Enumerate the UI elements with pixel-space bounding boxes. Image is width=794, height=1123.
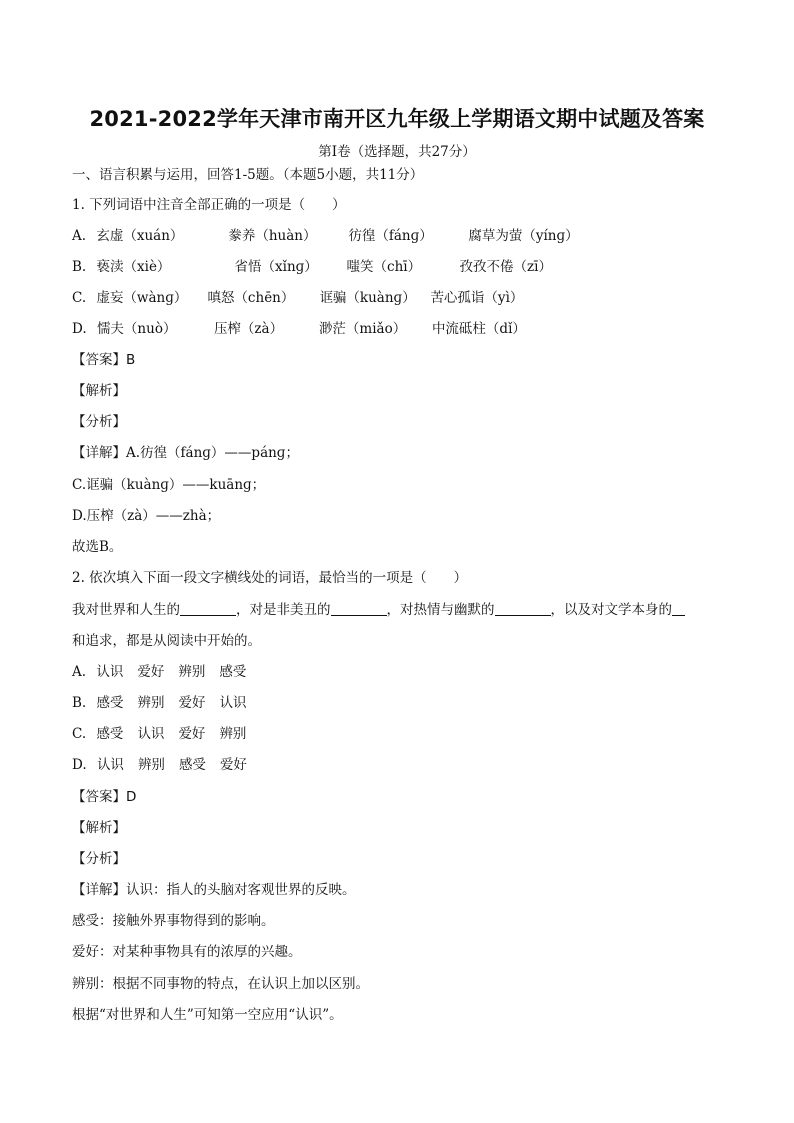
q1-detail-d: D.压榨（zà）——zhà； (72, 508, 221, 524)
q1-fenxi: 【分析】 (72, 414, 126, 430)
q1-conclusion: 故选B。 (72, 539, 123, 555)
option-item: 压榨（zà） (213, 321, 284, 337)
q2-definition-2: 爱好：对某种事物具有的浓厚的兴趣。 (72, 944, 302, 960)
q2-stem: 2. 依次填入下面一段文字横线处的词语，最恰当的一项是（ ） (72, 570, 468, 586)
option-item: 认识 (219, 695, 247, 711)
option-item: 认识 (96, 664, 124, 680)
part1-heading: 一、语言积累与运用，回答1-5题。（本题5小题，共11分） (72, 167, 424, 183)
option-item: 感受 (178, 757, 206, 773)
option-item: 爱好 (178, 695, 206, 711)
option-item: 渺茫（miǎo） (318, 321, 407, 337)
option-label: B. (72, 259, 87, 275)
option-label: A. (72, 664, 87, 680)
q1-stem: 1. 下列词语中注音全部正确的一项是（ ） (72, 197, 346, 213)
q1-option-d (72, 320, 526, 338)
option-item: 腐草为萤（yínɡ） (468, 228, 579, 244)
q2-definition-1: 感受：接触外界事物得到的影响。 (72, 913, 275, 929)
option-item: 诓骗（kuànɡ） (319, 290, 416, 306)
option-item: 认识 (96, 757, 124, 773)
q2-option-b (72, 694, 261, 712)
option-item: 感受 (96, 695, 124, 711)
passage-text: 我对世界和人生的 (72, 602, 180, 618)
option-item: 孜孜不倦（zī） (459, 259, 552, 275)
passage-text: ，对是非美丑的 (236, 602, 331, 618)
option-item: 爱好 (178, 726, 206, 742)
q2-passage-line1 (72, 601, 685, 619)
option-item: 爱好 (219, 757, 247, 773)
section-heading: 第Ⅰ卷（选择题，共27分） (318, 144, 476, 160)
q1-option-b (72, 258, 552, 276)
fill-blank-2 (331, 602, 387, 616)
option-item: 虚妄（wànɡ） (96, 290, 188, 306)
fill-blank-1 (180, 602, 236, 616)
fill-blank-4 (672, 602, 685, 616)
q2-option-d (72, 756, 261, 774)
option-item: 中流砥柱（dǐ） (431, 321, 526, 337)
option-item: 感受 (96, 726, 124, 742)
option-label: C. (72, 726, 87, 742)
option-item: 省悟（xǐnɡ） (234, 259, 318, 275)
option-item: 感受 (219, 664, 247, 680)
option-item: 豢养（huàn） (228, 228, 317, 244)
q1-answer: 【答案】B (72, 352, 136, 368)
option-item: 认识 (137, 726, 165, 742)
option-label: D. (72, 757, 87, 773)
q1-option-a (72, 227, 579, 245)
document-title: 2021-2022学年天津市南开区九年级上学期语文期中试题及答案 (89, 107, 705, 131)
option-item: 辨别 (178, 664, 206, 680)
option-item: 苦心孤诣（yì） (430, 290, 524, 306)
fill-blank-3 (495, 602, 551, 616)
option-item: 辨别 (219, 726, 247, 742)
option-item: 爱好 (137, 664, 165, 680)
option-item: 玄虚（xuán） (96, 228, 184, 244)
option-item: 彷徨（fánɡ） (348, 228, 433, 244)
q1-jiexi: 【解析】 (72, 383, 126, 399)
option-label: D. (72, 321, 87, 337)
q2-passage-line2: 和追求，都是从阅读中开始的。 (72, 633, 261, 649)
passage-text: ，对热情与幽默的 (386, 602, 495, 618)
q1-detail-c: C.诓骗（kuànɡ）——kuānɡ； (72, 477, 266, 493)
option-label: A. (72, 228, 87, 244)
option-label: C. (72, 290, 87, 306)
q2-answer: 【答案】D (72, 789, 137, 805)
q2-definition-3: 辨别：根据不同事物的特点，在认识上加以区别。 (72, 976, 369, 992)
q2-jiexi: 【解析】 (72, 820, 126, 836)
option-item: 辨别 (137, 757, 165, 773)
option-item: 嗔怒（chēn） (207, 290, 295, 306)
q2-detail: 【详解】认识：指人的头脑对客观世界的反映。 (72, 882, 356, 898)
option-item: 亵渎（xiè） (96, 259, 171, 275)
option-item: 懦夫（nuò） (96, 321, 177, 337)
passage-text: ，以及对文学本身的 (550, 602, 672, 618)
q1-detail: 【详解】A.彷徨（fánɡ）——pánɡ； (72, 445, 299, 461)
q2-option-c (72, 725, 260, 743)
q1-option-c (72, 289, 523, 307)
option-item: 辨别 (137, 695, 165, 711)
q2-definition-4: 根据“对世界和人生”可知第一空应用“认识”。 (72, 1007, 343, 1023)
q2-fenxi: 【分析】 (72, 851, 126, 867)
option-item: 嗤笑（chī） (346, 259, 422, 275)
option-label: B. (72, 695, 87, 711)
q2-option-a (72, 663, 260, 681)
